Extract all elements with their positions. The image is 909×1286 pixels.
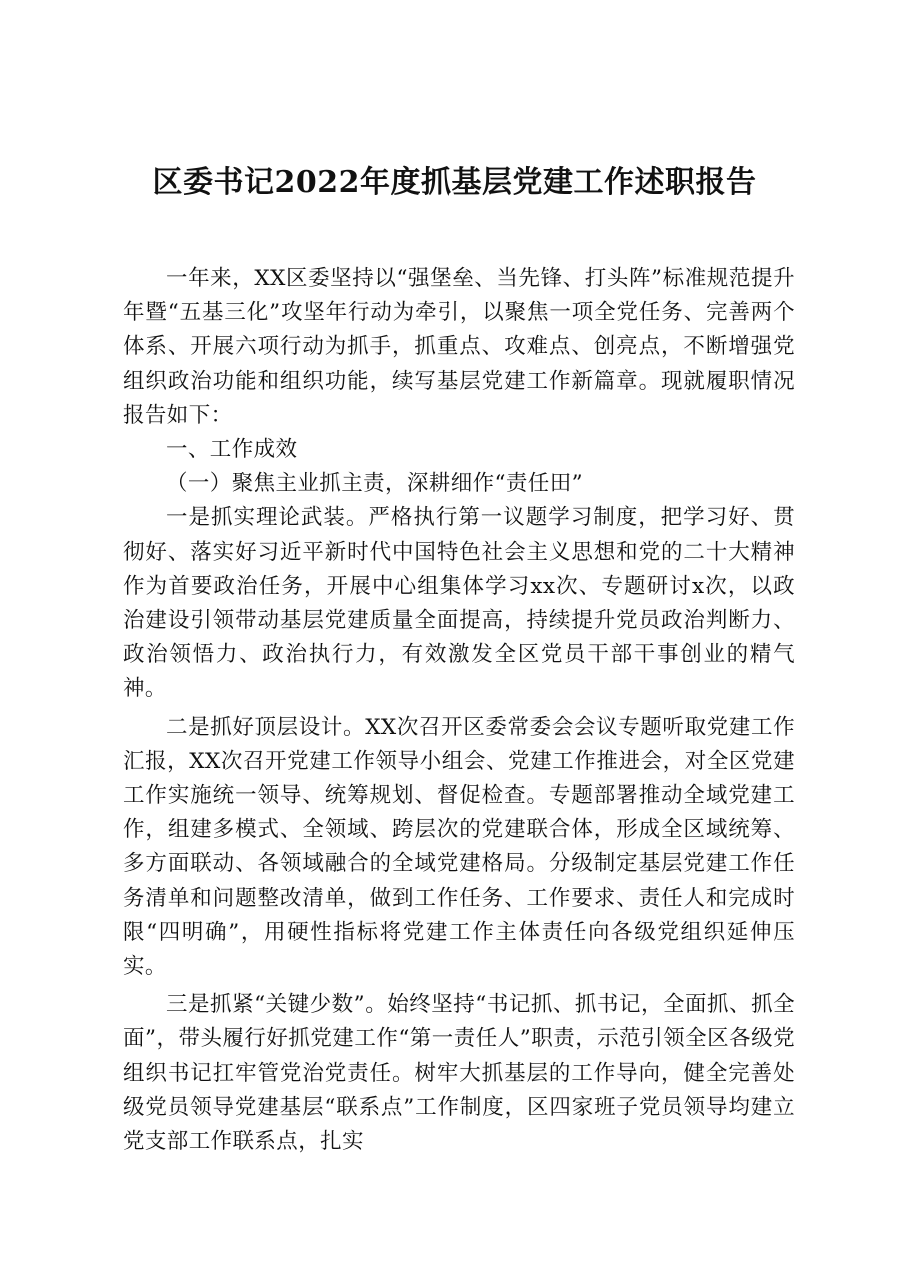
paragraph-key-minority: 三是抓紧“关键少数”。始终坚持“书记抓、抓书记，全面抓、抓全面”，带头履行好抓党建工作“第一责任人”职责，示范引领全区各级党组织书记扛牢管党治党责任。树牢大抓基层的工作导向，健全完善处级党员领导党建基层“联系点”工作制度，区四家班子党员领导均建立党支部工作联系点，扎实	[123, 992, 795, 1155]
document-title: 区委书记2022年度抓基层党建工作述职报告	[152, 165, 757, 200]
document-body	[123, 262, 795, 1159]
paragraph-theory: 一是抓实理论武装。严格执行第一议题学习制度，把学习好、贯彻好、落实好习近平新时代中国特色社会主义思想和党的二十大精神作为首要政治任务，开展中心组集体学习xx次、专题研讨x次，以政治建设引领带动基层党建质量全面提高，持续提升党员政治判断力、政治领悟力、政治执行力，有效激发全区党员干部干事创业的精气神。	[123, 505, 795, 702]
paragraph-top-level-design: 二是抓好顶层设计。XX次召开区委常委会会议专题听取党建工作汇报，XX次召开党建工作领导小组会、党建工作推进会，对全区党建工作实施统一领导、统筹规划、督促检查。专题部署推动全域党建工作，组建多模式、全领域、跨层次的党建联合体，形成全区域统筹、多方面联动、各领域融合的全域党建格局。分级制定基层党建工作任务清单和问题整改清单，做到工作任务、工作要求、责任人和完成时限“四明确”，用硬性指标将党建工作主体责任向各级党组织延伸压实。	[123, 714, 795, 980]
paragraph-intro: 一年来，XX区委坚持以“强堡垒、当先锋、打头阵”标准规范提升年暨“五基三化”攻坚年行动为牵引，以聚焦一项全党任务、完善两个体系、开展六项行动为抓手，抓重点、攻难点、创亮点，不断增强党组织政治功能和组织功能，续写基层党建工作新篇章。现就履职情况报告如下：	[123, 266, 795, 428]
section-heading-work-results: 一、工作成效	[166, 437, 298, 463]
subsection-heading-1: （一）聚焦主业抓主责，深耕细作“责任田”	[166, 471, 583, 497]
